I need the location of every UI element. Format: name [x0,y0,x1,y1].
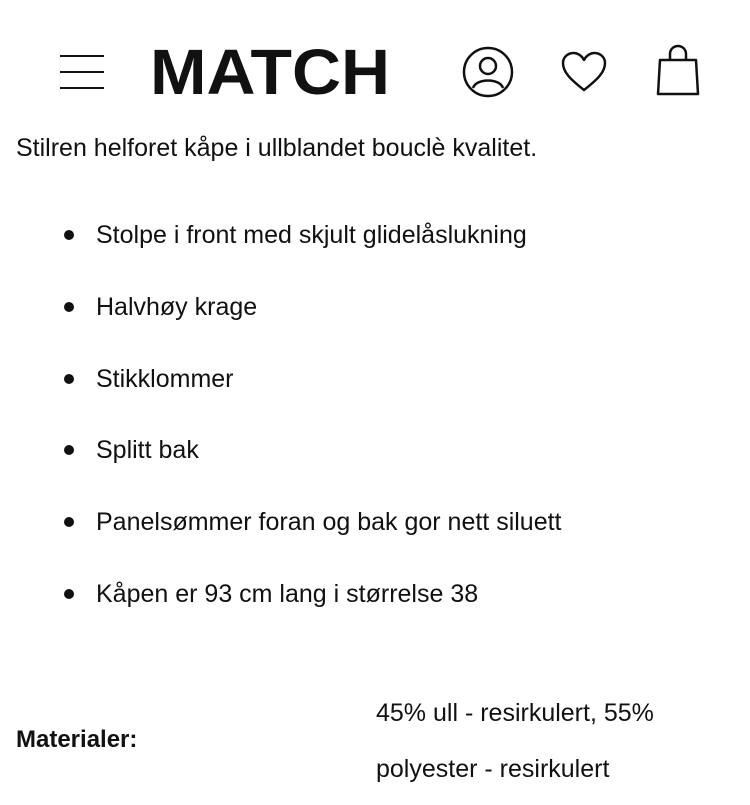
bullet-icon [64,445,74,455]
list-item [0,414,750,486]
account-icon[interactable] [462,46,514,98]
feature-text: Kåpen er 93 cm lang i størrelse 38 [96,579,479,608]
feature-text: Halvhøy krage [96,292,258,321]
match-logo[interactable] [150,44,392,100]
list-item [0,271,750,343]
product-description: Stilren helforet kåpe i ullblandet bouclè kvalitet. [16,134,538,162]
bullet-icon [64,230,74,240]
feature-list [0,199,750,630]
list-item [0,486,750,558]
feature-text: Splitt bak [96,436,199,465]
list-item [0,558,750,630]
feature-text: Stikklommer [96,364,234,393]
feature-text: Stolpe i front med skjult glidelåslukning [96,221,527,249]
logo-text: MATCH [150,44,390,100]
hamburger-menu-icon[interactable] [58,52,106,92]
bullet-icon [64,589,74,599]
shopping-bag-icon[interactable] [656,44,700,96]
site-header [0,0,750,128]
list-item [0,343,750,415]
list-item [0,199,750,271]
materials-value: 45% ull - resirkulert, 55% polyester - resirkulert [376,699,654,783]
bullet-icon [64,302,74,312]
bullet-icon [64,374,74,384]
bullet-icon [64,517,74,527]
feature-text: Panelsømmer foran og bak gor nett siluett [96,508,562,537]
materials-label: Materialer: [16,726,138,753]
heart-icon[interactable] [560,50,608,94]
